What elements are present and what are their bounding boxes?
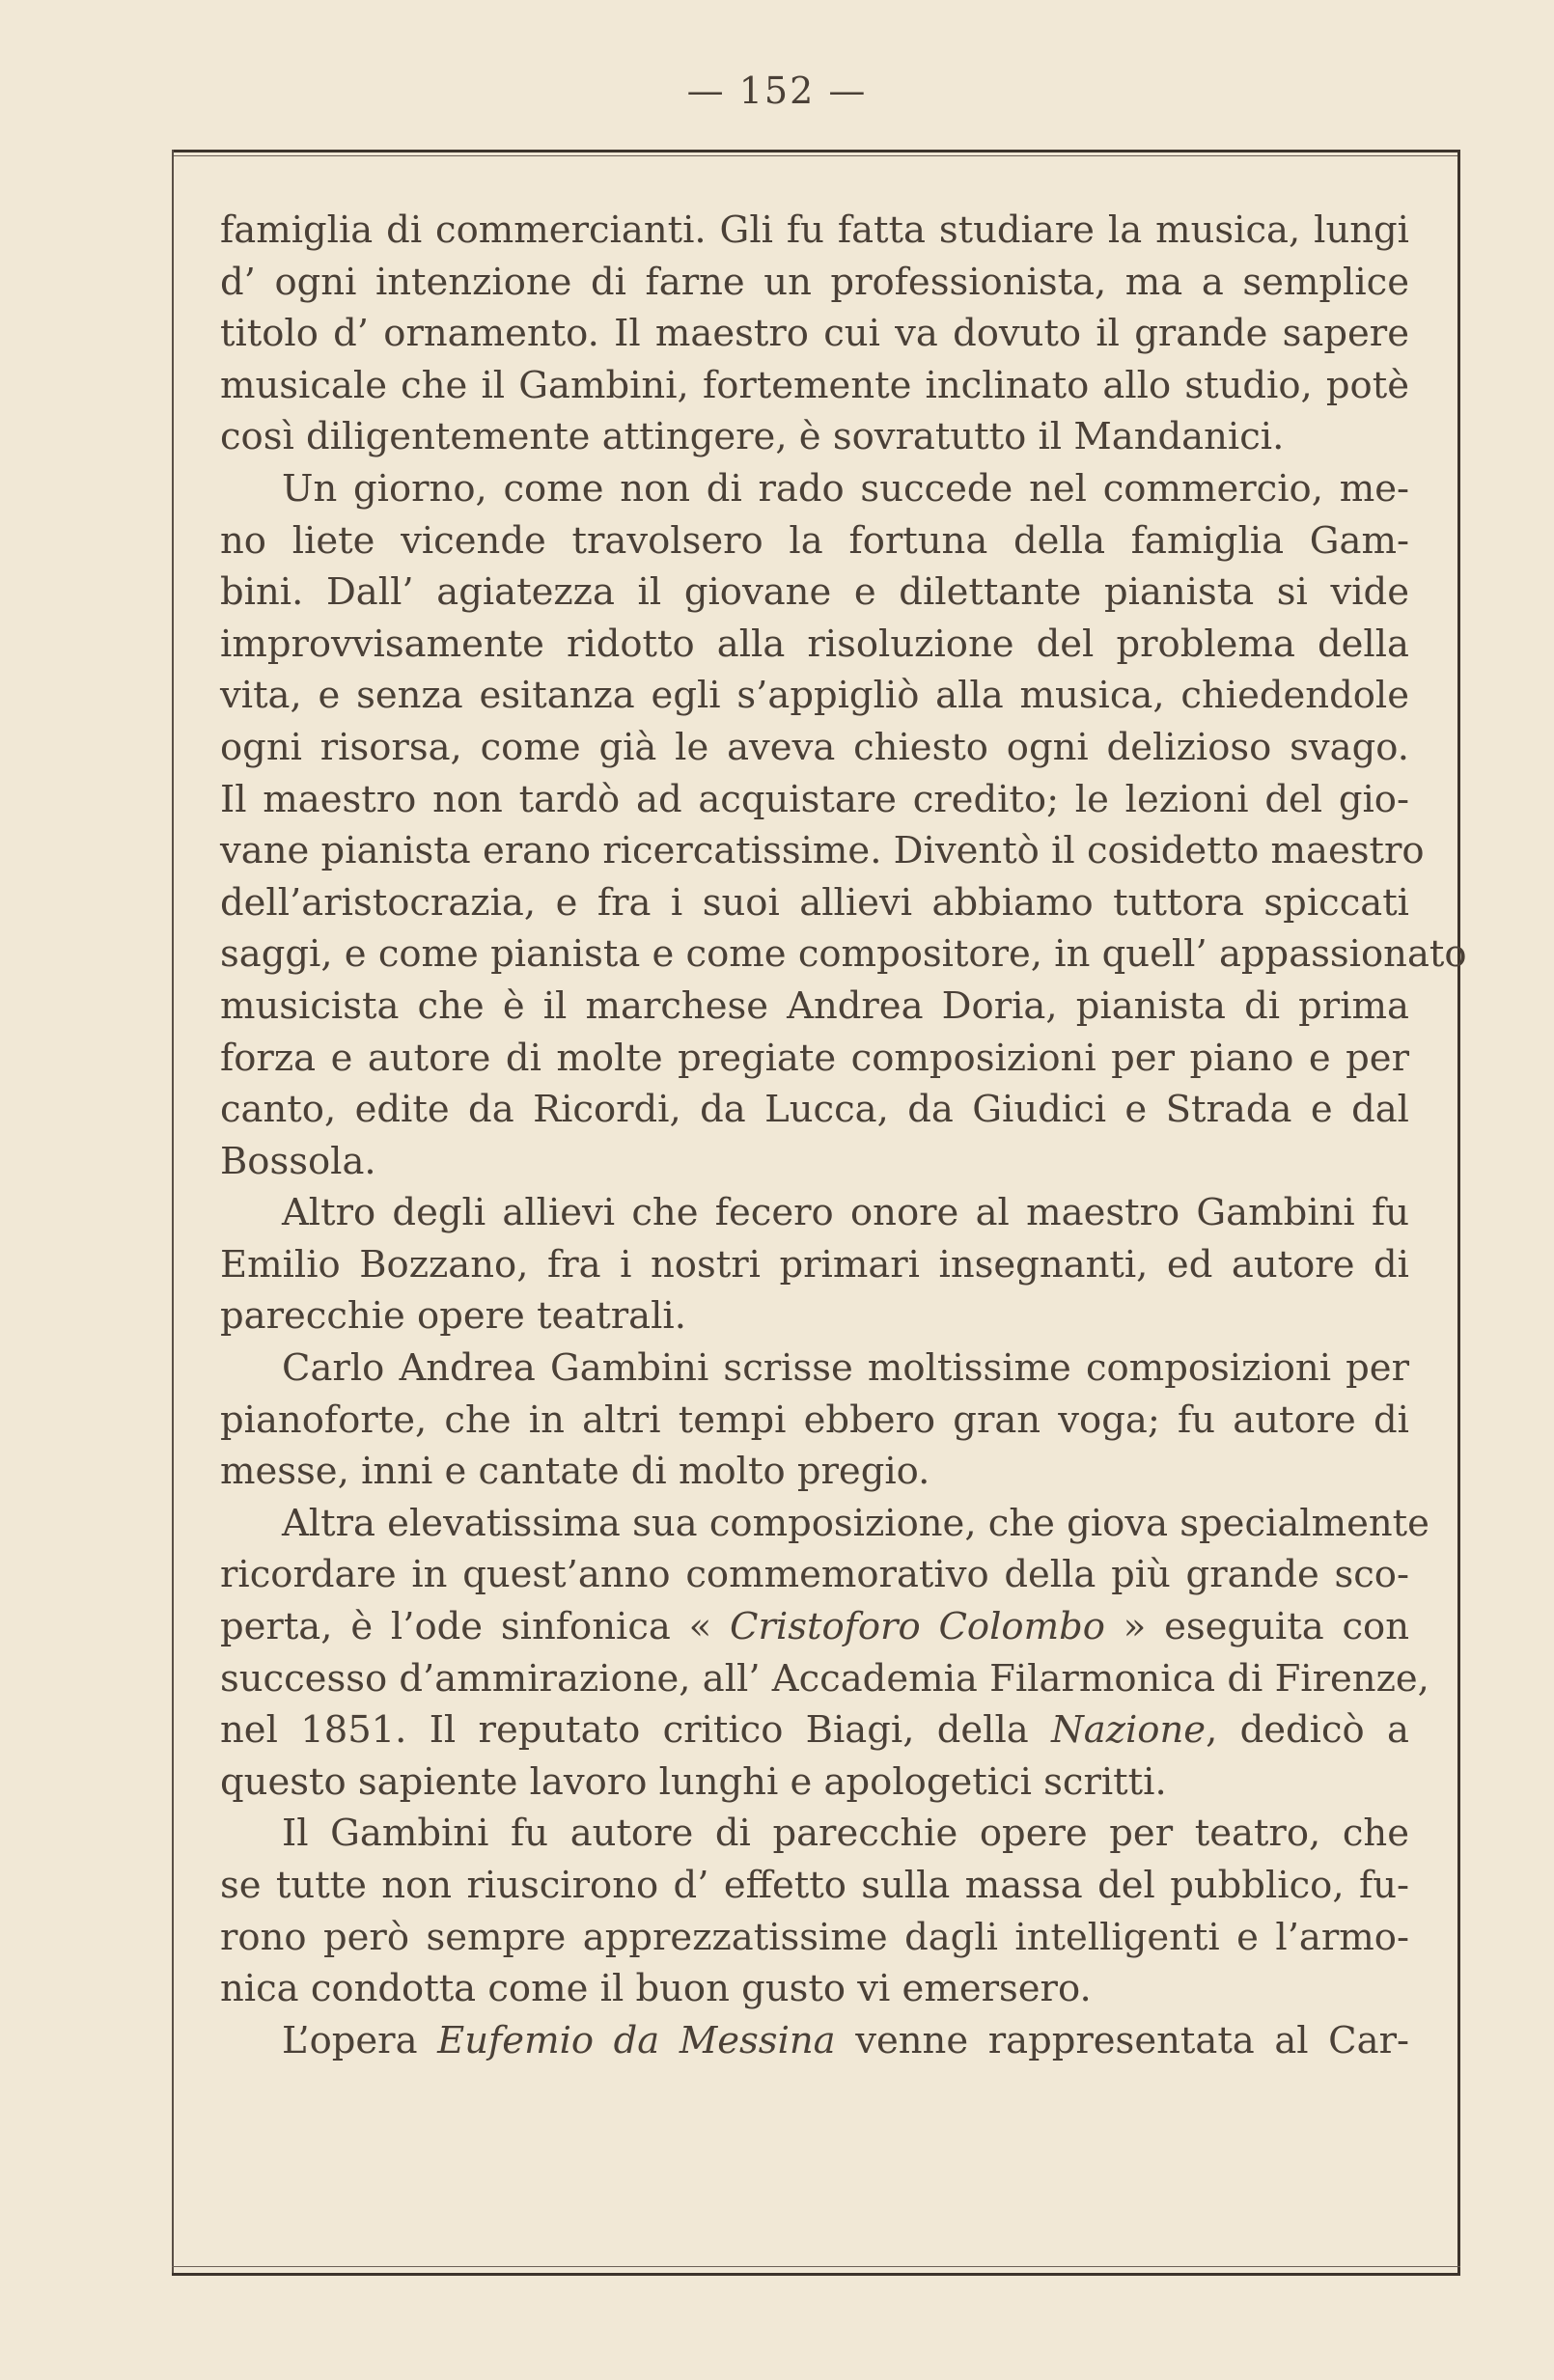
text-line — [220, 2015, 1409, 2067]
text-line: canto, edite da Ricordi, da Lucca, da Giudici e Strada e dal — [220, 1088, 1409, 1132]
text-line: saggi, e come pianista e come compositore, in quell’ appassionato — [220, 932, 1467, 977]
text-line: ricordare in quest’anno commemorativo della più grande sco- — [220, 1553, 1409, 1597]
text-line: rono però sempre apprezzatissime dagli intelligenti e l’armo- — [220, 1915, 1409, 1959]
text-line: se tutte non riuscirono d’ effetto sulla massa del pubblico, fu- — [220, 1864, 1409, 1907]
left-rule — [172, 150, 174, 2273]
text-segment: nel 1851. Il reputato critico Biagi, della — [220, 1708, 1052, 1753]
text-line: musicista che è il marchese Andrea Doria, pianista di prima — [220, 983, 1409, 1028]
text-line: Carlo Andrea Gambini scrisse moltissime composizioni per — [282, 1346, 1409, 1391]
page-number: — 152 — — [686, 69, 868, 112]
text-line: questo sapiente lavoro lunghi e apologetici scritti. — [220, 1759, 1167, 1804]
text-line: vita, e senza esitanza egli s’appigliò alla musica, chiedendole — [220, 674, 1409, 718]
bottom-rule — [172, 2273, 1460, 2276]
text-line: Altra elevatissima sua composizione, che giova specialmente — [282, 1501, 1429, 1545]
text-line: Altro degli allievi che fecero onore al maestro Gambini fu — [282, 1191, 1409, 1235]
opera-title-eufemio-da-messina: Eufemio da Messina — [437, 2018, 836, 2062]
text-line: improvvisamente ridotto alla risoluzione del problema della — [220, 622, 1409, 666]
text-line: dell’aristocrazia, e fra i suoi allievi abbiamo tuttora spiccati — [220, 880, 1409, 925]
text-line: parecchie opere teatrali. — [220, 1294, 686, 1339]
text-line: bini. Dall’ agiatezza il giovane e dilettante pianista si vide — [220, 570, 1409, 615]
top-rule-thin — [172, 155, 1460, 156]
text-line: titolo d’ ornamento. Il maestro cui va dovuto il grande sapere — [220, 312, 1409, 356]
text-line — [220, 1601, 1409, 1653]
text-line: Un giorno, come non di rado succede nel commercio, me- — [282, 466, 1409, 511]
text-line: vane pianista erano ricercatissime. Diventò il cosidetto maestro — [220, 829, 1425, 873]
text-segment: , dedicò a — [1206, 1708, 1409, 1753]
text-line: musicale che il Gambini, fortemente inclinato allo studio, potè — [220, 363, 1409, 407]
text-line: no liete vicende travolsero la fortuna della famiglia Gam- — [220, 518, 1409, 563]
bottom-rule-thin — [172, 2266, 1460, 2267]
text-line: nica condotta come il buon gusto vi emersero. — [220, 1967, 1092, 2011]
text-line: pianoforte, che in altri tempi ebbero gran voga; fu autore di — [220, 1398, 1409, 1442]
text-line: famiglia di commercianti. Gli fu fatta studiare la musica, lungi — [220, 208, 1409, 252]
text-line: così diligentemente attingere, è sovratutto il Mandanici. — [220, 415, 1285, 459]
text-line: Il maestro non tardò ad acquistare credito; le lezioni del gio- — [220, 777, 1409, 821]
text-line: ogni risorsa, come già le aveva chiesto ogni delizioso svago. — [220, 725, 1409, 769]
text-segment: venne rappresentata al Car- — [835, 2018, 1410, 2062]
text-line: messe, inni e cantate di molto pregio. — [220, 1450, 930, 1494]
text-line: forza e autore di molte pregiate composizioni per piano e per — [220, 1036, 1409, 1080]
right-rule — [1457, 150, 1460, 2273]
text-line — [220, 1704, 1409, 1757]
text-segment: L’opera — [282, 2018, 438, 2062]
top-rule — [172, 150, 1460, 152]
text-line: d’ ogni intenzione di farne un professionista, ma a semplice — [220, 260, 1409, 304]
text-segment: perta, è l’ode sinfonica « — [220, 1605, 731, 1649]
work-title-cristoforo-colombo: Cristoforo Colombo — [730, 1605, 1105, 1649]
text-line: successo d’ammirazione, all’ Accademia Filarmonica di Firenze, — [220, 1656, 1429, 1701]
text-segment: » eseguita con — [1104, 1605, 1410, 1649]
text-line: Il Gambini fu autore di parecchie opere per teatro, che — [282, 1812, 1409, 1856]
text-line: Bossola. — [220, 1139, 376, 1183]
text-line: Emilio Bozzano, fra i nostri primari insegnanti, ed autore di — [220, 1242, 1409, 1287]
body-text — [220, 205, 1467, 2066]
newspaper-title-nazione: Nazione — [1051, 1708, 1207, 1753]
